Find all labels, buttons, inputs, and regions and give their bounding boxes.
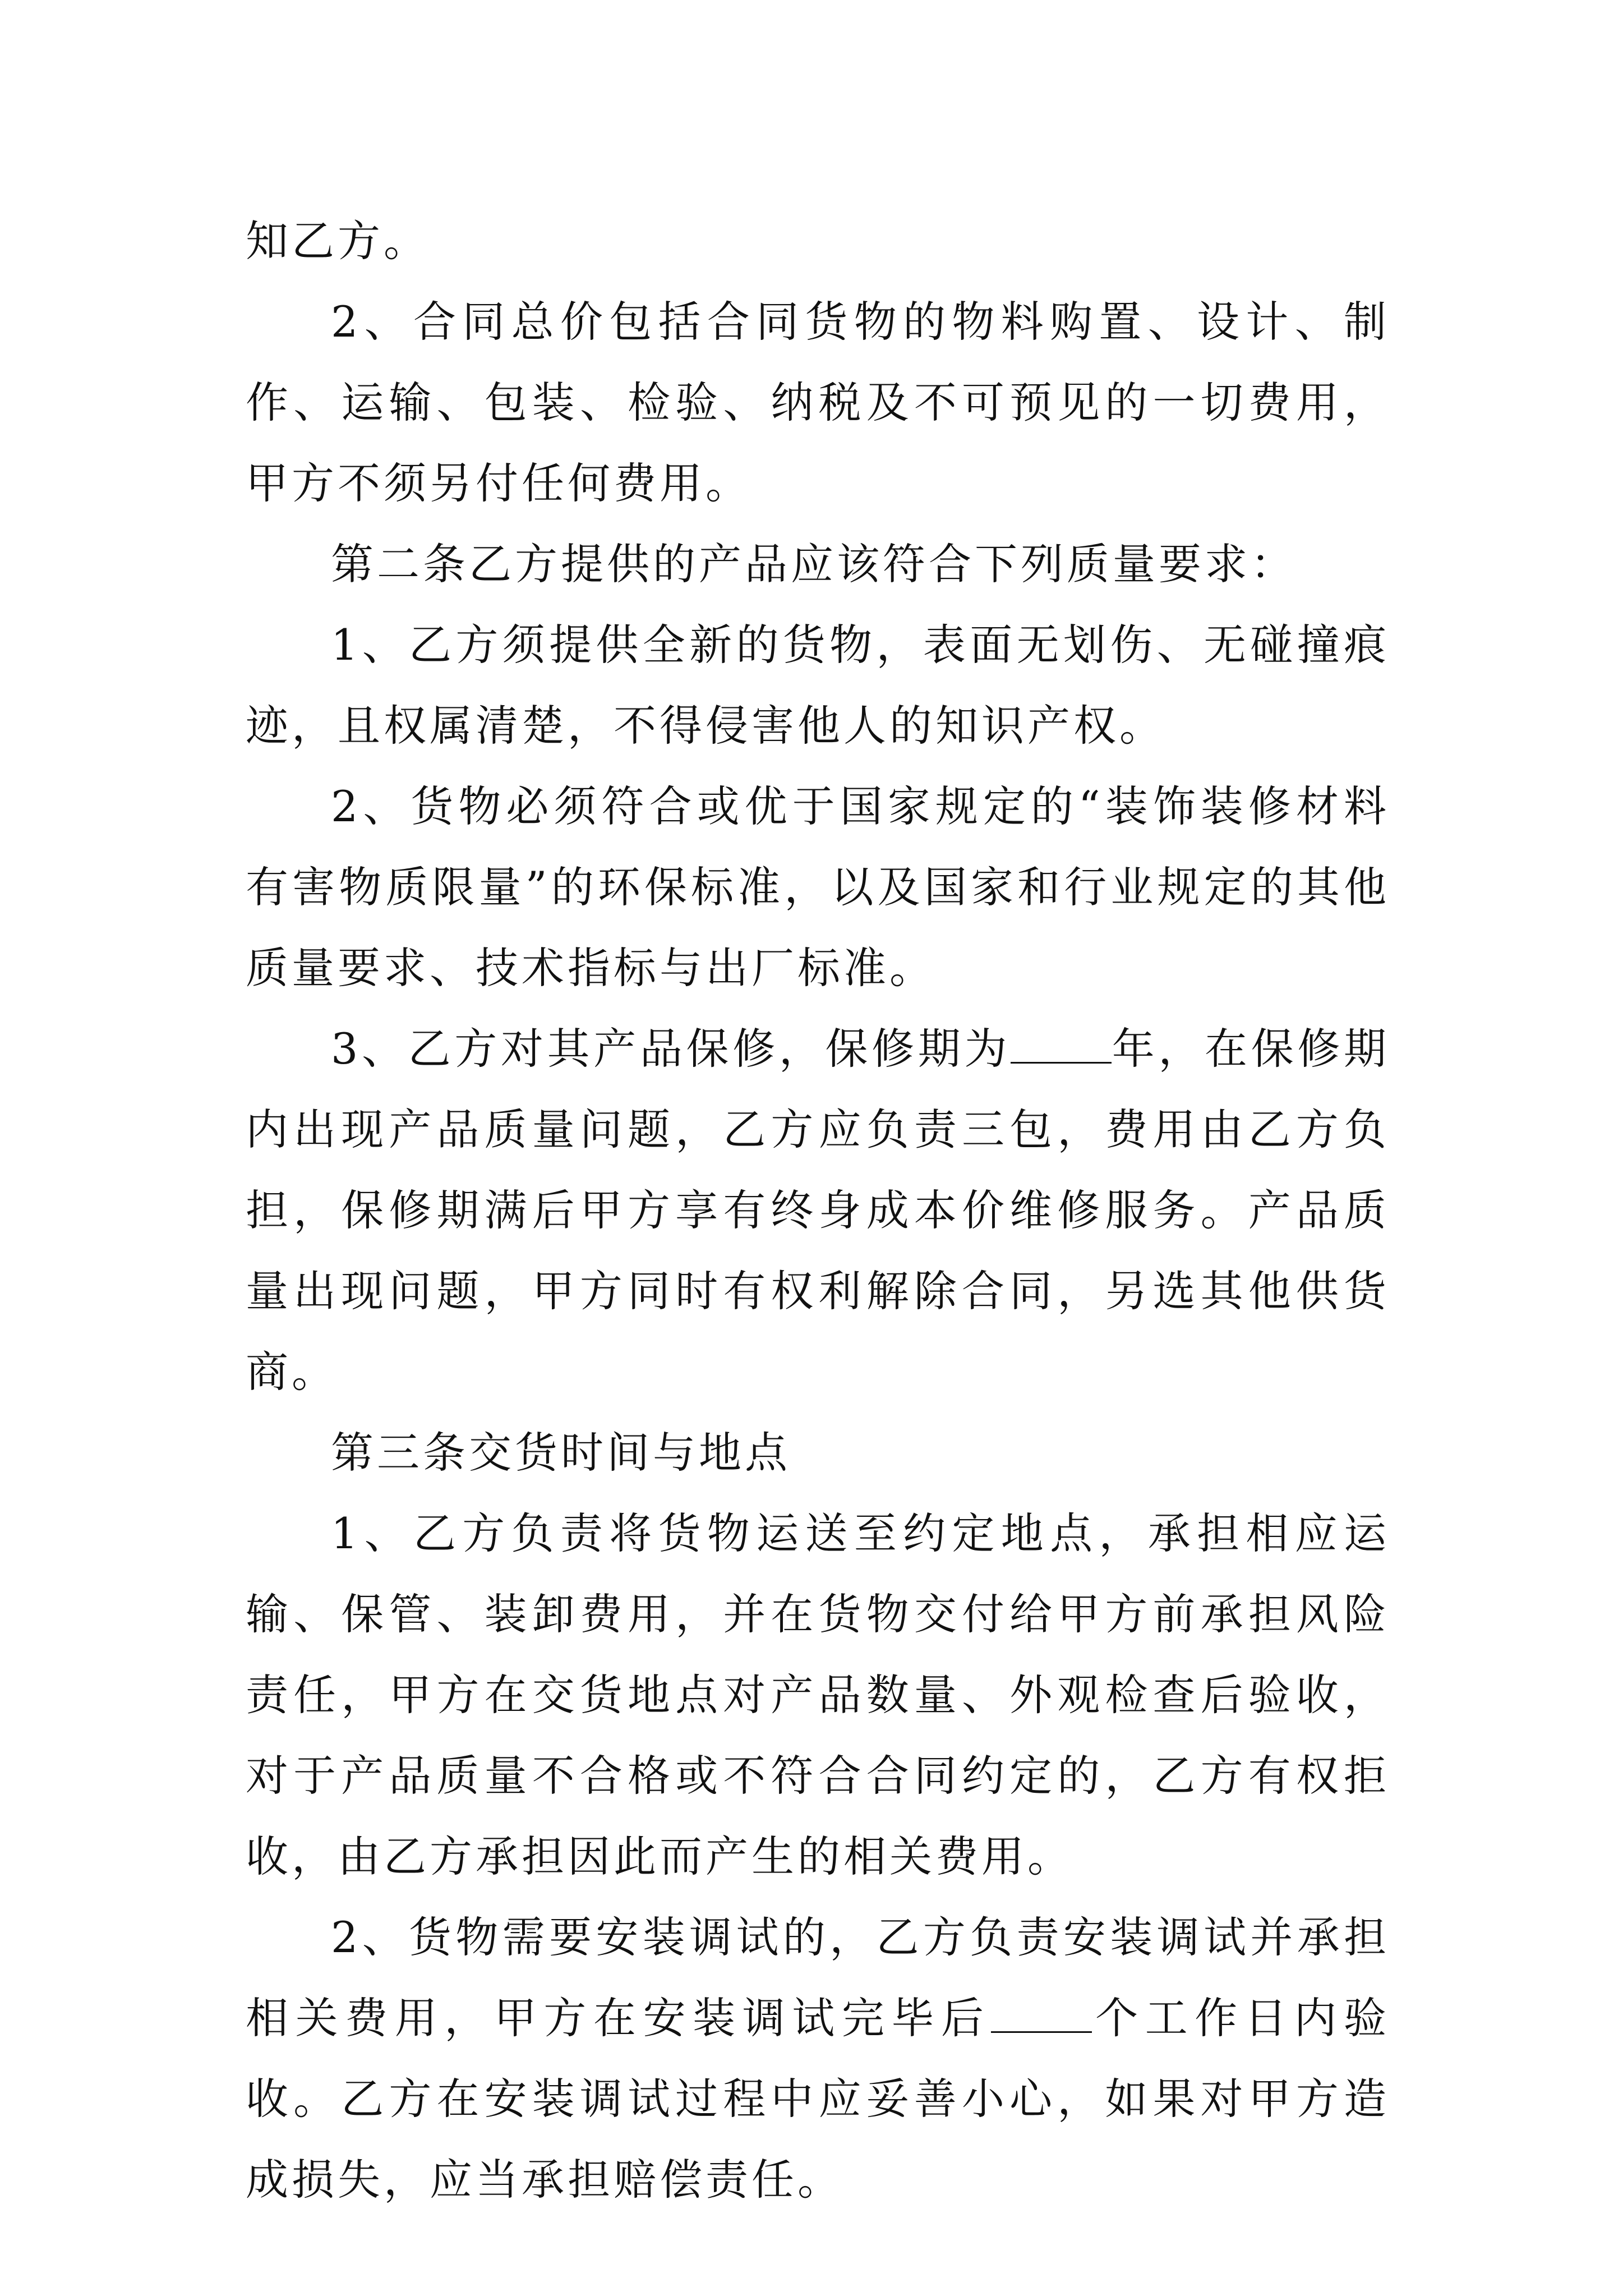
installation-text-before: 2、货物需要安装调试的，乙方负责安装调试并承担相关费用，甲方在安装调试完毕后 bbox=[246, 1912, 1390, 2043]
document-body bbox=[246, 201, 1390, 2220]
installation-text-after: 个工作日内验收。乙方在安装调试过程中应妥善小心，如果对甲方造成损失，应当承担赔偿责任。 bbox=[246, 1993, 1390, 2205]
acceptance-days-blank bbox=[991, 1995, 1092, 2033]
warranty-text-before: 3、乙方对其产品保修，保修期为 bbox=[331, 1024, 1011, 1074]
warranty-text-after: 年，在保修期内出现产品质量问题，乙方应负责三包，费用由乙方负担，保修期满后甲方享有终身成本价维修服务。产品质量出现问题，甲方同时有权利解除合同，另选其他供货商。 bbox=[246, 1024, 1390, 1397]
paragraph-environmental-standard: 2、货物必须符合或优于国家规定的“装饰装修材料有害物质限量”的环保标准，以及国家和行业规定的其他质量要求、技术指标与出厂标准。 bbox=[246, 781, 1390, 993]
paragraph-total-price: 2、合同总价包括合同货物的物料购置、设计、制作、运输、包装、检验、纳税及不可预见的一切费用，甲方不须另付任何费用。 bbox=[246, 297, 1390, 508]
paragraph-warranty bbox=[246, 1009, 1390, 1412]
paragraph-new-goods: 1、乙方须提供全新的货物，表面无划伤、无碰撞痕迹，且权属清楚，不得侵害他人的知识产权。 bbox=[246, 620, 1390, 751]
paragraph-delivery: 1、乙方负责将货物运送至约定地点，承担相应运输、保管、装卸费用，并在货物交付给甲方前承担风险责任，甲方在交货地点对产品数量、外观检查后验收，对于产品质量不合格或不符合合同约定的，乙方有权拒收，由乙方承担因此而产生的相关费用。 bbox=[246, 1508, 1390, 1881]
heading-article-2: 第二条乙方提供的产品应该符合下列质量要求： bbox=[331, 539, 1297, 589]
heading-article-3: 第三条交货时间与地点 bbox=[331, 1428, 791, 1478]
paragraph-installation bbox=[246, 1897, 1390, 2220]
paragraph-continuation: 知乙方。 bbox=[246, 216, 430, 266]
warranty-years-blank bbox=[1011, 1026, 1112, 1064]
